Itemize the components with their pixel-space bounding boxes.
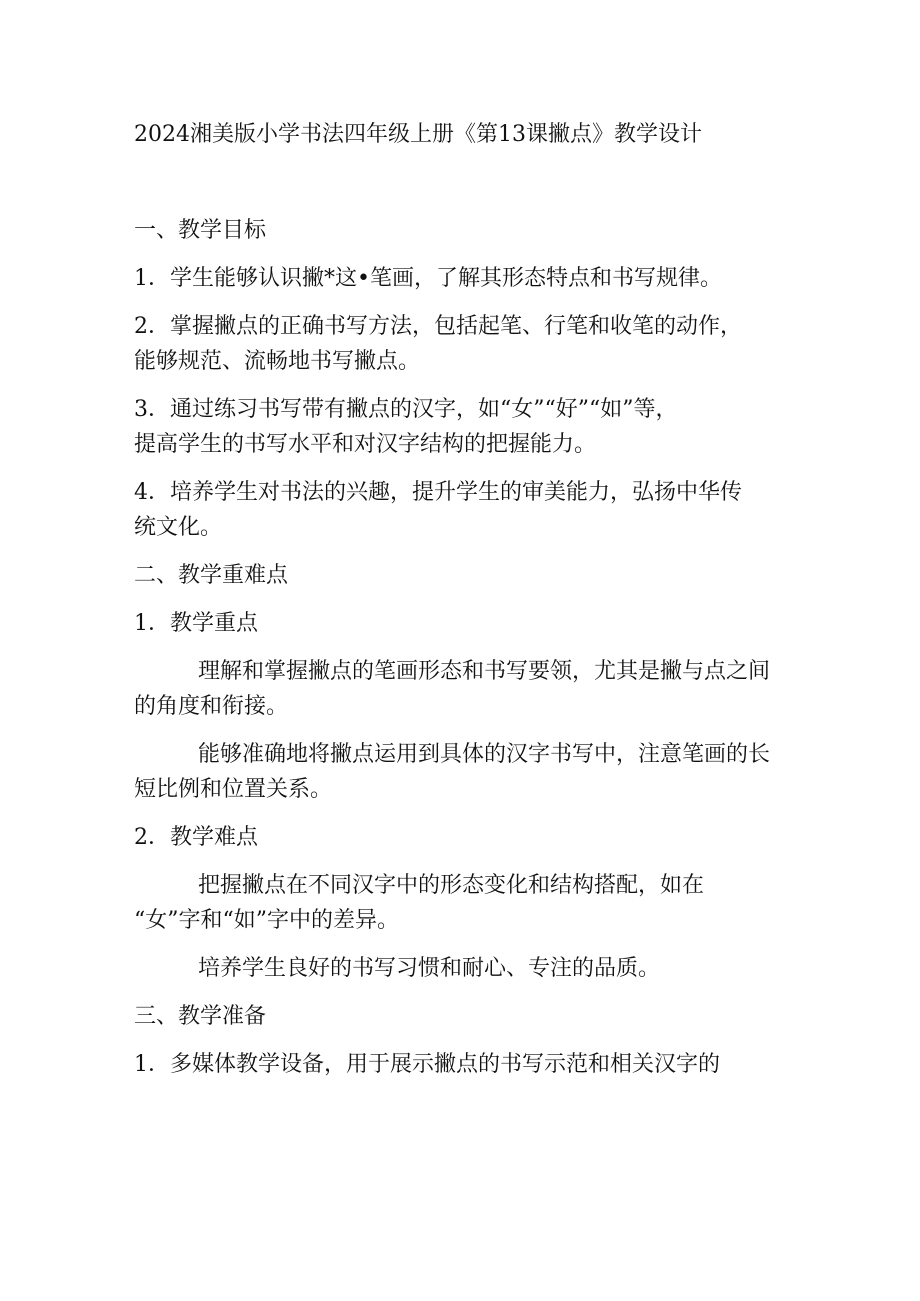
key-point-paragraph-1 <box>134 654 794 724</box>
section-heading-preparation: 三、教学准备 <box>134 1004 267 1029</box>
preparation-item-1: 1．多媒体教学设备，用于展示撇点的书写示范和相关汉字的 <box>134 1052 720 1077</box>
objective-item-3-line-2: 提高学生的书写水平和对汉字结构的把握能力。 <box>134 432 597 457</box>
difficulty-paragraph-1-line-1: 把握撇点在不同汉字中的形态变化和结构搭配，如在 <box>198 873 705 898</box>
document-title: 2024湘美版小学书法四年级上册《第13课撇点》教学设计 <box>134 122 702 147</box>
key-point-paragraph-2-line-2: 短比例和位置关系。 <box>134 777 333 802</box>
document-body <box>134 213 794 1095</box>
objective-item-1: 1．学生能够认识撇*这•笔画，了解其形态特点和书写规律。 <box>134 266 722 291</box>
objective-item-2-line-2: 能够规范、流畅地书写撇点。 <box>134 349 421 374</box>
objective-item-4-line-1: 4．培养学生对书法的兴趣，提升学生的审美能力，弘扬中华传 <box>134 480 742 505</box>
difficulty-paragraph-2: 培养学生良好的书写习惯和耐心、专注的品质。 <box>198 956 661 981</box>
key-point-paragraph-2 <box>134 737 794 807</box>
objective-item-3-line-1: 3．通过练习书写带有撇点的汉字，如“女”“好”“如”等， <box>134 397 678 422</box>
objective-item-2 <box>134 309 794 379</box>
objective-item-2-line-1: 2．掌握撇点的正确书写方法，包括起笔、行笔和收笔的动作， <box>134 314 742 339</box>
key-point-paragraph-1-line-2: 的角度和衔接。 <box>134 694 289 719</box>
key-point-paragraph-1-line-1: 理解和掌握撇点的笔画形态和书写要领，尤其是撇与点之间 <box>198 659 771 684</box>
difficulty-paragraph-1-line-2: “女”字和“如”字中的差异。 <box>134 908 399 933</box>
subheading-difficulty: 2．教学难点 <box>134 825 258 850</box>
section-heading-objectives: 一、教学目标 <box>134 218 267 243</box>
key-point-paragraph-2-line-1: 能够准确地将撇点运用到具体的汉字书写中，注意笔画的长 <box>198 742 771 767</box>
section-heading-key-points: 二、教学重难点 <box>134 563 289 588</box>
difficulty-paragraph-1 <box>134 868 794 938</box>
objective-item-3 <box>134 392 794 462</box>
objective-item-4-line-2: 统文化。 <box>134 515 223 540</box>
subheading-key-point: 1．教学重点 <box>134 611 258 636</box>
objective-item-4 <box>134 475 794 545</box>
